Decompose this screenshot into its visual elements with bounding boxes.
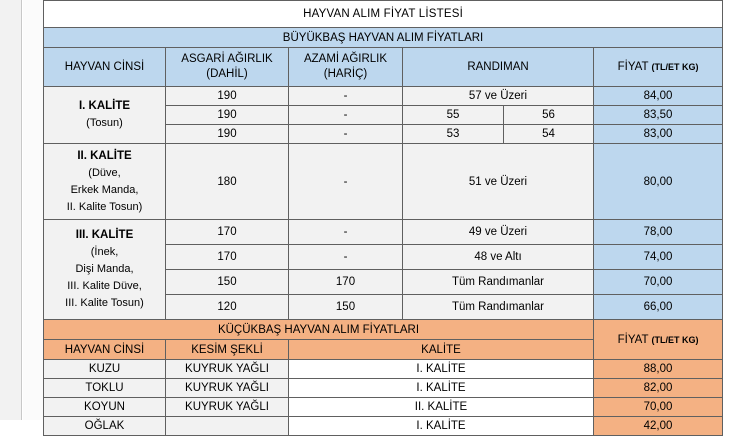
price-list-sheet <box>43 0 730 432</box>
cell-max-weight: - <box>289 125 403 144</box>
cattle-category-cell <box>44 144 166 220</box>
cattle-header-row <box>44 48 723 87</box>
cattle-category-cell <box>44 87 166 144</box>
smallstock-section-title: KÜÇÜKBAŞ HAYVAN ALIM FİYATLARI <box>44 320 594 340</box>
table-row <box>44 220 723 245</box>
table-row <box>44 87 723 106</box>
cell-price: 74,00 <box>594 245 723 270</box>
header-price <box>594 48 723 87</box>
cell-min-weight: 180 <box>166 144 289 220</box>
header-price-unit: (TL/ET KG) <box>651 61 699 72</box>
table-row <box>44 360 723 379</box>
cell-yield: 49 ve Üzeri <box>403 220 594 245</box>
cell-yield: 48 ve Altı <box>403 245 594 270</box>
table-row <box>44 417 723 436</box>
page-margin-inner <box>23 0 43 420</box>
price-list-table <box>43 0 723 436</box>
cattle-rows-body <box>44 87 723 320</box>
cell-min-weight: 150 <box>166 270 289 295</box>
cell-yield-high: 54 <box>504 125 594 144</box>
cattle-category-cell <box>44 220 166 320</box>
cattle-category-subtitle: II. Kalite Tosun) <box>66 200 143 213</box>
cell-max-weight: - <box>289 144 403 220</box>
smallstock-header-price-label: FİYAT <box>617 333 649 346</box>
smallstock-band-row <box>44 320 723 340</box>
cell-slaughter-type: KUYRUK YAĞLI <box>166 398 289 417</box>
cell-quality: I. KALİTE <box>289 360 594 379</box>
smallstock-header-animal-type: HAYVAN CİNSİ <box>44 340 166 360</box>
cell-price: 82,00 <box>594 379 723 398</box>
header-max-weight-line1: AZAMİ AĞIRLIK <box>303 53 388 65</box>
header-yield: RANDIMAN <box>403 48 594 87</box>
page-title: HAYVAN ALIM FİYAT LİSTESİ <box>44 1 723 28</box>
table-row <box>44 398 723 417</box>
title-row <box>44 1 723 28</box>
cell-min-weight: 190 <box>166 125 289 144</box>
cell-price: 66,00 <box>594 295 723 320</box>
table-row <box>44 379 723 398</box>
cattle-category-subtitle: Erkek Manda, <box>70 183 139 196</box>
cell-animal: KUZU <box>44 360 166 379</box>
cell-slaughter-type: KUYRUK YAĞLI <box>166 379 289 398</box>
header-min-weight <box>166 48 289 87</box>
smallstock-header-slaughter-type: KESİM ŞEKLİ <box>166 340 289 360</box>
cattle-category-subtitle: (İnek, <box>90 246 119 258</box>
header-price-label: FİYAT <box>617 60 649 73</box>
cell-min-weight: 170 <box>166 220 289 245</box>
cell-price: 42,00 <box>594 417 723 436</box>
cell-yield: 57 ve Üzeri <box>403 87 594 106</box>
cell-min-weight: 190 <box>166 106 289 125</box>
smallstock-header-price-unit: (TL/ET KG) <box>651 334 699 345</box>
cell-price: 70,00 <box>594 270 723 295</box>
cell-price: 80,00 <box>594 144 723 220</box>
cattle-category-subtitle: III. Kalite Tosun) <box>65 297 144 309</box>
cell-yield: Tüm Randımanlar <box>403 270 594 295</box>
cell-max-weight: - <box>289 106 403 125</box>
cell-slaughter-type: KUYRUK YAĞLI <box>166 360 289 379</box>
smallstock-header-price <box>594 320 723 360</box>
cell-max-weight: 170 <box>289 270 403 295</box>
cattle-category-subtitle: III. Kalite Düve, <box>67 280 142 292</box>
cell-min-weight: 190 <box>166 87 289 106</box>
cattle-band-row <box>44 28 723 48</box>
header-max-weight <box>289 48 403 87</box>
cell-animal: TOKLU <box>44 379 166 398</box>
cell-quality: I. KALİTE <box>289 379 594 398</box>
cell-price: 88,00 <box>594 360 723 379</box>
cell-max-weight: - <box>289 87 403 106</box>
cell-yield: 51 ve Üzeri <box>403 144 594 220</box>
cattle-category-name: I. KALİTE <box>78 100 131 112</box>
cell-price: 84,00 <box>594 87 723 106</box>
cell-yield: Tüm Randımanlar <box>403 295 594 320</box>
cell-max-weight: - <box>289 245 403 270</box>
cell-price: 83,50 <box>594 106 723 125</box>
cell-price: 70,00 <box>594 398 723 417</box>
cattle-category-subtitle: Dişi Manda, <box>75 263 134 275</box>
header-animal-type: HAYVAN CİNSİ <box>44 48 166 87</box>
cell-max-weight: - <box>289 220 403 245</box>
cattle-category-subtitle: (Düve, <box>88 166 121 179</box>
smallstock-rows-body <box>44 360 723 436</box>
cattle-category-name: II. KALİTE <box>77 149 132 162</box>
cell-yield-high: 56 <box>504 106 594 125</box>
cell-quality: I. KALİTE <box>289 417 594 436</box>
cell-price: 83,00 <box>594 125 723 144</box>
cell-animal: OĞLAK <box>44 417 166 436</box>
header-min-weight-line2: (DAHİL) <box>206 68 248 80</box>
cell-min-weight: 120 <box>166 295 289 320</box>
cattle-category-subtitle: (Tosun) <box>86 117 123 129</box>
cell-min-weight: 170 <box>166 245 289 270</box>
cattle-category-name: III. KALİTE <box>75 229 134 241</box>
cell-yield-low: 53 <box>403 125 504 144</box>
cell-quality: II. KALİTE <box>289 398 594 417</box>
table-row <box>44 144 723 220</box>
cell-slaughter-type <box>166 417 289 436</box>
smallstock-header-quality: KALİTE <box>289 340 594 360</box>
page-margin-left <box>0 0 22 420</box>
cell-yield-low: 55 <box>403 106 504 125</box>
cell-price: 78,00 <box>594 220 723 245</box>
cell-max-weight: 150 <box>289 295 403 320</box>
cattle-section-title: BÜYÜKBAŞ HAYVAN ALIM FİYATLARI <box>44 28 723 48</box>
header-max-weight-line2: (HARİÇ) <box>323 68 368 80</box>
cell-animal: KOYUN <box>44 398 166 417</box>
header-min-weight-line1: ASGARİ AĞIRLIK <box>181 53 273 65</box>
